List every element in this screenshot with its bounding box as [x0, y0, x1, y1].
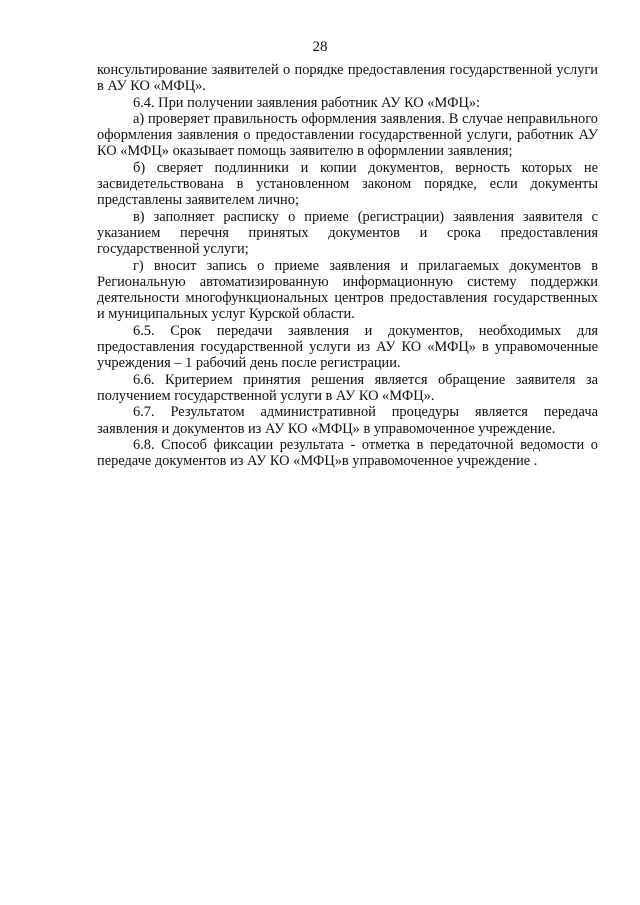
paragraph-6-7: 6.7. Результатом административной процедуры является передача заявления и документов из АУ КО «МФЦ» в управомоченное учреждение.	[97, 404, 598, 437]
paragraph-6-6: 6.6. Критерием принятия решения является обращение заявителя за получением государственной услуги в АУ КО «МФЦ».	[97, 371, 598, 404]
paragraph-6-4: 6.4. При получении заявления работник АУ КО «МФЦ»:	[133, 94, 481, 111]
paragraph-6-4-g: г) вносит запись о приеме заявления и прилагаемых документов в Региональную автоматизированную информационную систему поддержки деятельности многофункциональных центров предоставления государственных и муниципальных услуг Курской области.	[97, 257, 598, 323]
document-body	[97, 62, 598, 469]
paragraph-6-5: 6.5. Срок передачи заявления и документов, необходимых для предоставления государственной услуги из АУ КО «МФЦ» в управомоченные учреждения – 1 рабочий день после регистрации.	[97, 322, 598, 372]
page-number: 28	[312, 39, 328, 55]
paragraph-6-4-v: в) заполняет расписку о приеме (регистрации) заявления заявителя с указанием перечня принятых документов и срока предоставления государственной услуги;	[97, 208, 598, 258]
paragraph-6-4-a: а) проверяет правильность оформления заявления. В случае неправильного оформления заявления о предоставлении государственной услуги, работник АУ КО «МФЦ» оказывает помощь заявителю в оформлении заявления;	[97, 110, 598, 160]
paragraph-continuation: консультирование заявителей о порядке предоставления государственной услуги в АУ КО «МФЦ».	[97, 62, 598, 95]
paragraph-6-4-b: б) сверяет подлинники и копии документов, верность которых не засвидетельствована в установленном законом порядке, если документы представлены заявителем лично;	[97, 159, 598, 209]
paragraph-6-8: 6.8. Способ фиксации результата - отметка в передаточной ведомости о передаче документов из АУ КО «МФЦ»в управомоченное учреждение .	[97, 436, 598, 470]
